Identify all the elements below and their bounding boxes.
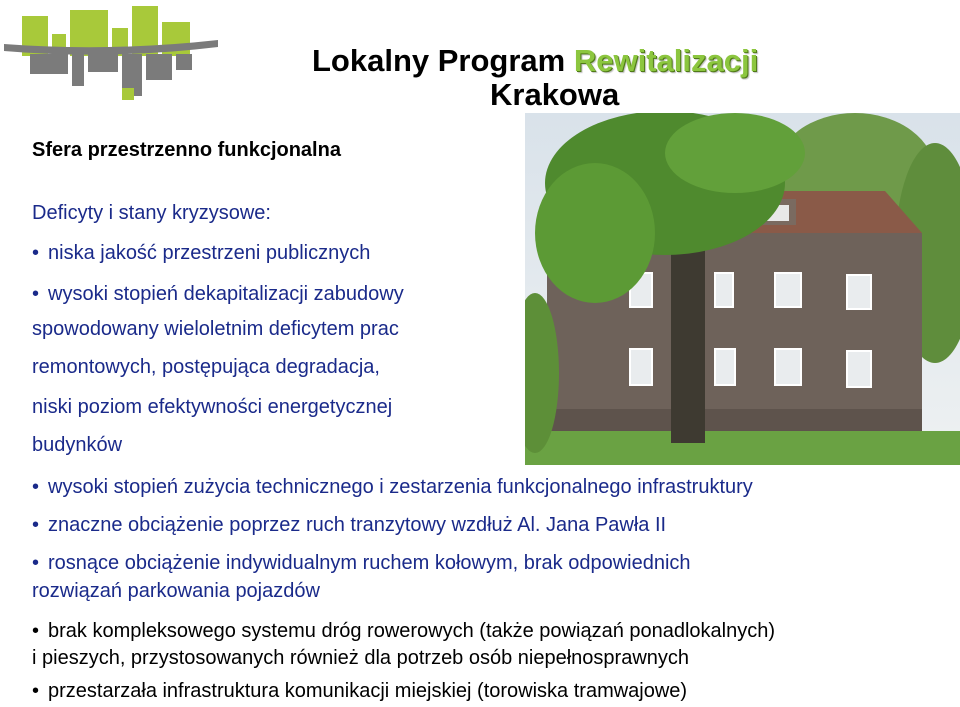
list-item: • brak kompleksowego systemu dróg rowerowych (także powiązań ponadlokalnych) [32,620,775,643]
list-item-continuation: i pieszych, przystosowanych również dla potrzeb osób niepełnosprawnych [32,647,690,669]
list-item: • znaczne obciążenie poprzez ruch tranzytowy wzdłuż Al. Jana Pawła II [32,514,666,537]
page-title [300,44,820,112]
list-item-continuation: spowodowany wieloletnim deficytem prac [32,318,399,340]
title-part1: Lokalny Program [312,43,574,78]
list-item: • wysoki stopień zużycia technicznego i zestarzenia funkcjonalnego infrastruktury [32,476,753,499]
list-item-continuation: rozwiązań parkowania pojazdów [32,580,320,602]
list-item-continuation: niski poziom efektywności energetycznej [32,396,393,418]
list-item: • rosnące obciążenie indywidualnym ruchem kołowym, brak odpowiednich [32,552,691,575]
city-skyline-logo [0,0,225,110]
title-accent: Rewitalizacji [573,43,759,78]
list-item-continuation: budynków [32,434,123,456]
title-line2: Krakowa [490,77,620,112]
list-item: • wysoki stopień dekapitalizacji zabudowy [32,283,404,306]
list-item: • przestarzała infrastruktura komunikacji miejskiej (torowiska tramwajowe) [32,680,687,703]
list-item-continuation: remontowych, postępująca degradacja, [32,356,380,378]
section-heading: Sfera przestrzenno funkcjonalna [32,139,341,161]
building-with-trees-photo [525,113,960,465]
list-item: • niska jakość przestrzeni publicznych [32,242,370,265]
intro-text: Deficyty i stany kryzysowe: [32,202,271,224]
